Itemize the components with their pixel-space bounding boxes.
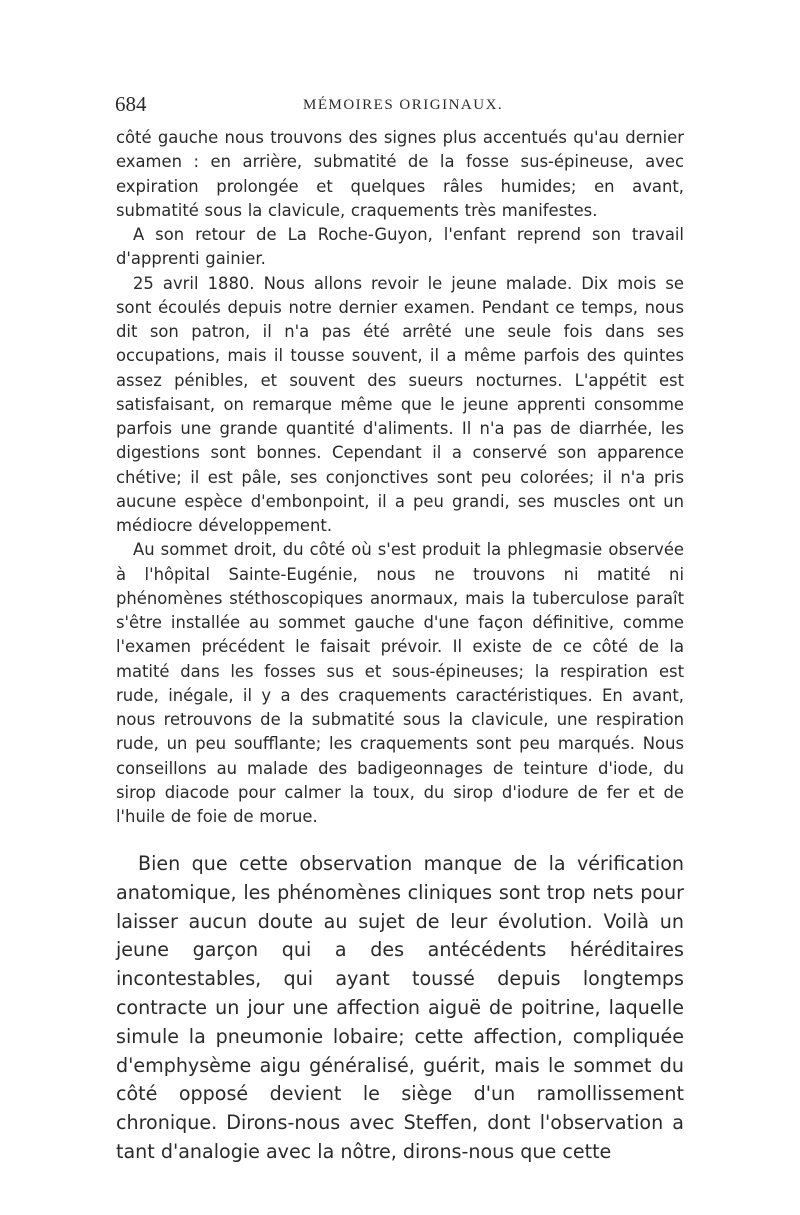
commentary-text xyxy=(116,850,684,1167)
paragraph-continuation: côté gauche nous trouvons des signes plus accentués qu'au dernier examen : en arrière, submatité de la fosse sus-épineuse, avec expiration prolongée et quelques râles humides; en avant, submatité sous la clavicule, craquements très manifestes. xyxy=(116,128,684,220)
running-head xyxy=(115,92,687,116)
running-title: MÉMOIRES ORIGINAUX. xyxy=(303,97,504,113)
paragraph-examination: Au sommet droit, du côté où s'est produit la phlegmasie observée à l'hôpital Sainte-Eugénie, nous ne trouvons ni matité ni phénomènes stéthoscopiques anormaux, mais la tuberculose paraît s'être installée au sommet gauche d'une façon définitive, comme l'examen précédent le faisait prévoir. Il existe de ce côté de la matité dans les fosses sus et sous-épineuses; la respiration est rude, inégale, il y a des craquements caractéristiques. En avant, nous retrouvons de la submatité sous la clavicule, une respiration rude, un peu soufflante; les craquements sont peu marqués. Nous conseillons au malade des badigeonnages de teinture d'iode, du sirop diacode pour calmer la toux, du sirop d'iodure de fer et de l'huile de foie de morue. xyxy=(116,540,684,826)
page-number: 684 xyxy=(115,92,147,116)
paragraph-april-visit: 25 avril 1880. Nous allons revoir le jeune malade. Dix mois se sont écoulés depuis notre dernier examen. Pendant ce temps, nous dit son patron, il n'a pas été arrêté une seule fois dans ses occupations, mais il tousse souvent, il a même parfois des quintes assez pénibles, et souvent des sueurs nocturnes. L'appétit est satisfaisant, on remarque même que le jeune apprenti consomme parfois une grande quantité d'aliments. Il n'a pas de diarrhée, les digestions sont bonnes. Cependant il a conservé son apparence chétive; il est pâle, ses conjonctives sont peu colorées; il n'a pris aucune espèce d'embonpoint, il a peu grandi, ses muscles ont un médiocre développement. xyxy=(116,273,684,535)
paragraph-return-home: A son retour de La Roche-Guyon, l'enfant reprend son travail d'apprenti gainier. xyxy=(116,225,684,269)
case-observation-text xyxy=(116,126,684,829)
paragraph-commentary: Bien que cette observation manque de la vérification anatomique, les phénomènes cliniques sont trop nets pour laisser aucun doute au sujet de leur évolution. Voilà un jeune garçon qui a des antécédents héréditaires incontestables, qui ayant toussé depuis longtemps contracte un jour une affection aiguë de poitrine, laquelle simule la pneumonie lobaire; cette affection, compliquée d'emphysème aigu généralisé, guérit, mais le sommet du côté opposé devient le siège d'un ramollissement chronique. Dirons-nous avec Steffen, dont l'observation a tant d'analogie avec la nôtre, dirons-nous que cette xyxy=(116,852,684,1163)
